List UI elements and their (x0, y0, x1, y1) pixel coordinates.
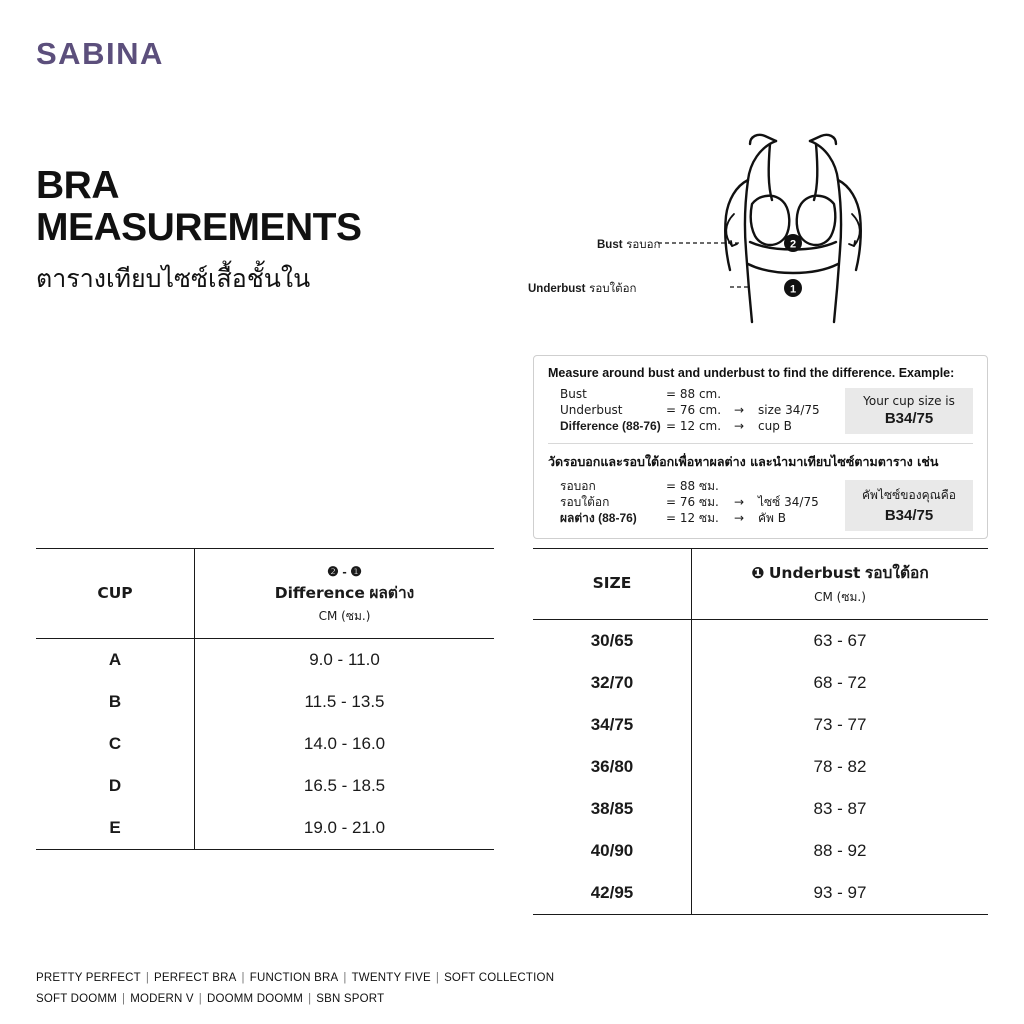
example-row-label: Underbust (560, 403, 623, 417)
header-difference-label-th: ผลต่าง (369, 583, 415, 602)
table-row (36, 723, 494, 765)
example-row-label (548, 510, 666, 526)
example-row-value: = 88 ซม. (666, 479, 719, 493)
cell-underbust: 68 - 72 (692, 662, 989, 704)
cell-cup: C (108, 734, 122, 754)
header-underbust-circle: ❶ (751, 564, 765, 582)
footer-brand: MODERN V (130, 993, 194, 1006)
underbust-label (528, 280, 637, 298)
example-row-result: size 34/75 (758, 403, 820, 417)
cup-difference-table (36, 548, 494, 850)
table-row (533, 704, 988, 746)
cell-size: 32/70 (590, 672, 634, 692)
cup-size-badge-th-text: คัพไซซ์ของคุณคือ (862, 488, 956, 502)
example-row-arrow: → (734, 403, 745, 417)
table-row (533, 746, 988, 788)
example-row-value: = 76 ซม. (666, 495, 719, 509)
example-row-label-text: Difference (88-76) (560, 419, 661, 433)
cell-size: 36/80 (590, 756, 634, 776)
cell-cup: A (108, 650, 122, 670)
example-en-headline: Measure around bust and underbust to find the difference. Example: (548, 366, 955, 380)
table-row (36, 765, 494, 807)
cell-size: 38/85 (590, 798, 634, 818)
underbust-label-th: รอบใต้อก (589, 281, 637, 295)
cell-difference: 11.5 - 13.5 (195, 681, 495, 723)
cell-underbust: 88 - 92 (692, 830, 989, 872)
footer-line-1: PRETTY PERFECT | PERFECT BRA | FUNCTION BRA | TWENTY FIVE | SOFT COLLECTION (36, 972, 555, 984)
title-thai: ตารางเทียบไซซ์เสื้อชั้นใน (36, 264, 311, 294)
example-th-rows (548, 478, 973, 526)
example-row-label: Bust (560, 387, 587, 401)
header-difference (195, 549, 495, 639)
brand-logo: SABINA (36, 36, 164, 71)
cell-underbust: 63 - 67 (692, 619, 989, 662)
cell-cup: B (108, 692, 122, 712)
footer-brand: SOFT COLLECTION (444, 972, 555, 984)
cell-difference: 9.0 - 11.0 (195, 639, 495, 682)
bust-label (597, 236, 660, 254)
example-th-headline: วัดรอบอกและรอบใต้อกเพื่อหาผลต่าง และนำมาเทียบไซซ์ตามตาราง เช่น (548, 454, 939, 469)
cell-underbust: 83 - 87 (692, 788, 989, 830)
table-row (533, 619, 988, 662)
cell-underbust: 73 - 77 (692, 704, 989, 746)
example-row-result: คัพ B (758, 511, 786, 525)
example-divider (548, 443, 973, 444)
example-row-value: = 12 ซม. (666, 511, 719, 525)
page-title (36, 165, 466, 299)
cell-size: 34/75 (590, 714, 634, 734)
example-box (533, 355, 988, 539)
example-row-value: = 88 cm. (666, 387, 722, 401)
cell-size: 30/65 (590, 630, 634, 650)
table-row (533, 662, 988, 704)
example-row-result: cup B (758, 419, 792, 433)
example-row-arrow: → (734, 495, 745, 509)
bust-label-th: รอบอก (626, 237, 661, 251)
header-difference-unit: CM (ซม.) (318, 609, 371, 624)
cell-underbust: 78 - 82 (692, 746, 989, 788)
example-english (548, 366, 973, 434)
torso-diagram-svg (600, 130, 930, 340)
table-row (36, 639, 494, 682)
example-row-label (548, 418, 666, 434)
cell-difference: 16.5 - 18.5 (195, 765, 495, 807)
example-row-label-text: ผลต่าง (88-76) (560, 511, 637, 525)
cell-cup: D (108, 776, 122, 796)
footer-brand: DOOMM DOOMM (206, 993, 304, 1006)
header-difference-label-en: Difference (274, 583, 365, 602)
cup-size-badge-th-value: B34/75 (884, 507, 934, 524)
header-underbust-label-en: Underbust (768, 564, 861, 582)
header-underbust-label-th: รอบใต้อก (864, 564, 929, 582)
example-row-arrow: → (734, 511, 745, 525)
example-row-label: รอบอก (560, 479, 596, 493)
example-row-arrow (734, 478, 758, 494)
example-row-arrow (734, 386, 758, 402)
table-row (36, 681, 494, 723)
example-thai (548, 452, 973, 526)
table-header-row (36, 549, 494, 639)
cell-underbust: 93 - 97 (692, 872, 989, 915)
table-row (533, 830, 988, 872)
header-difference-circles: ❷ - ❶ (327, 564, 362, 579)
example-row-result (758, 478, 848, 494)
footer-brand: PRETTY PERFECT (36, 972, 141, 984)
header-underbust (692, 549, 989, 620)
table-row (36, 807, 494, 850)
cell-difference: 14.0 - 16.0 (195, 723, 495, 765)
underbust-label-en: Underbust (528, 283, 586, 295)
example-row-arrow: → (734, 419, 745, 433)
cell-difference: 19.0 - 21.0 (195, 807, 495, 850)
example-row-value: = 76 cm. (666, 403, 722, 417)
footer-brand-list (36, 968, 554, 1011)
table-row (533, 872, 988, 915)
title-line-1: BRA (36, 164, 119, 207)
table-bottom-border (36, 850, 494, 851)
cup-size-badge-en-text: Your cup size is (863, 394, 955, 408)
bra-measurement-illustration (528, 130, 930, 340)
title-line-2: MEASUREMENTS (36, 206, 362, 250)
cup-size-badge-th (845, 480, 973, 531)
footer-line-2: SOFT DOOMM | MODERN V | DOOMM DOOMM | SBN SPORT (36, 993, 385, 1006)
example-en-rows (548, 386, 973, 434)
cell-size: 40/90 (590, 840, 634, 860)
header-cup-label: CUP (97, 584, 133, 603)
table-header-row (533, 549, 988, 620)
footer-brand: SBN SPORT (316, 993, 385, 1006)
footer-brand: FUNCTION BRA (249, 972, 339, 984)
header-cup (36, 549, 195, 639)
footer-brand: TWENTY FIVE (351, 972, 431, 984)
header-size-label: SIZE (592, 574, 632, 593)
cell-size: 42/95 (590, 882, 634, 902)
footer-brand: SOFT DOOMM (36, 993, 118, 1006)
bust-label-en: Bust (597, 239, 623, 251)
header-underbust-unit: CM (ซม.) (814, 589, 866, 604)
example-row-result (758, 386, 848, 402)
cup-size-badge-en (845, 388, 973, 434)
svg-text:1: 1 (789, 283, 797, 296)
cell-cup: E (109, 818, 121, 838)
table-row (533, 788, 988, 830)
size-underbust-table (533, 548, 988, 915)
example-row-label: รอบใต้อก (560, 495, 610, 509)
table-bottom-border (533, 914, 988, 915)
svg-text:2: 2 (789, 238, 797, 251)
example-row-result: ไซซ์ 34/75 (758, 495, 819, 509)
cup-size-badge-en-value: B34/75 (884, 410, 934, 427)
example-row-value: = 12 cm. (666, 419, 722, 433)
header-size (533, 549, 692, 620)
footer-brand: PERFECT BRA (154, 972, 237, 984)
